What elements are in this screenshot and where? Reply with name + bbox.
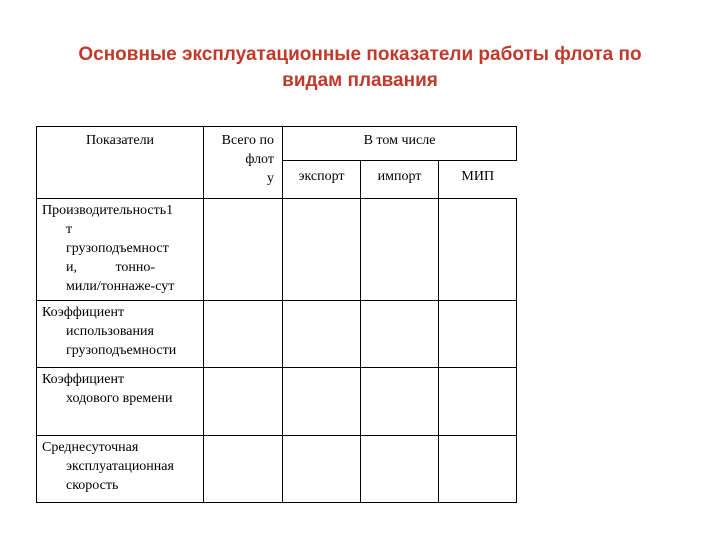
cell-total[interactable] — [204, 199, 283, 301]
row-label-first-line: Производительность1 — [42, 203, 174, 218]
cell-mip[interactable] — [439, 368, 517, 436]
row-label-line: ходового времени — [66, 391, 173, 406]
cell-export[interactable] — [283, 199, 361, 301]
row-label-first-line: Коэффициент — [42, 305, 125, 320]
cell-import[interactable] — [361, 368, 439, 436]
cell-total[interactable] — [204, 368, 283, 436]
cell-import[interactable] — [361, 301, 439, 368]
cell-export[interactable] — [283, 436, 361, 503]
title-line-1: Основные эксплуатационные показатели работы флота по — [78, 44, 642, 65]
cell-total[interactable] — [204, 301, 283, 368]
row-label-line: грузоподъемност — [66, 241, 169, 256]
cell-mip[interactable] — [439, 301, 517, 368]
row-label-line: и, тонно- — [66, 260, 156, 275]
header-import: импорт — [361, 161, 439, 199]
cell-export[interactable] — [283, 301, 361, 368]
cell-total[interactable] — [204, 436, 283, 503]
row-label-capacity-utilization — [37, 301, 204, 368]
row-label-line: т — [66, 222, 73, 237]
cell-export[interactable] — [283, 368, 361, 436]
table-row — [37, 368, 597, 436]
cell-import[interactable] — [361, 199, 439, 301]
indicators-table — [36, 126, 597, 503]
header-total-line-3: у — [267, 171, 274, 186]
header-indicators: Показатели — [37, 127, 204, 199]
row-label-line: грузоподъемности — [66, 343, 177, 358]
row-label-average-speed — [37, 436, 204, 503]
cell-mip[interactable] — [439, 199, 517, 301]
cell-mip[interactable] — [439, 436, 517, 503]
header-total-line-1: Всего по — [221, 133, 274, 148]
cell-import[interactable] — [361, 436, 439, 503]
title-line-2: видам плавания — [282, 70, 438, 91]
header-export: экспорт — [283, 161, 361, 199]
row-label-line: использования — [66, 324, 154, 339]
row-label-line: эксплуатационная — [66, 459, 174, 474]
row-label-line: скорость — [66, 478, 119, 493]
row-label-running-time — [37, 368, 204, 436]
header-total-line-2: флот — [245, 152, 274, 167]
header-total — [204, 127, 283, 199]
table-row — [37, 199, 597, 301]
header-including: В том числе — [283, 127, 517, 161]
table-row — [37, 301, 597, 368]
row-label-line: мили/тоннаже-сут — [66, 279, 175, 294]
row-label-productivity — [37, 199, 204, 301]
row-label-first-line: Среднесуточная — [42, 440, 139, 455]
page-title — [40, 42, 680, 94]
row-label-first-line: Коэффициент — [42, 372, 125, 387]
table-row — [37, 436, 597, 503]
header-mip: МИП — [439, 161, 517, 199]
